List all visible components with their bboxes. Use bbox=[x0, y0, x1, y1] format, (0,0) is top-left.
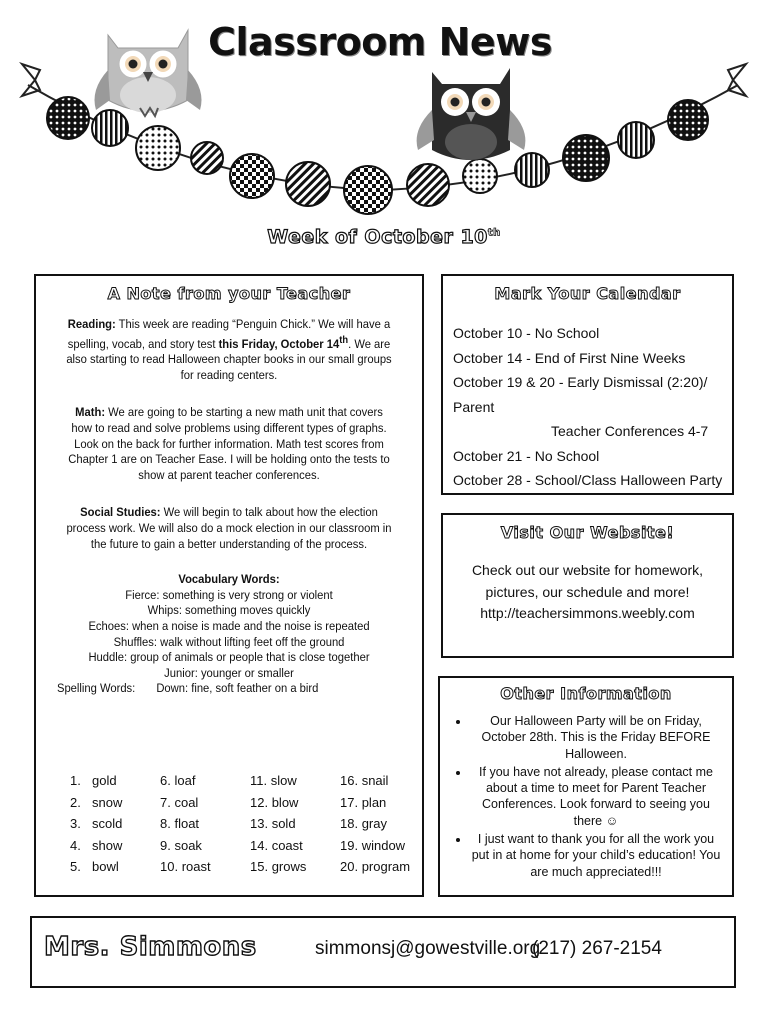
spelling-word: 14. coast bbox=[250, 837, 303, 853]
spelling-word: 8. float bbox=[160, 816, 200, 831]
info-item: • If you have not already, please contact me about a time to meet for Parent Teacher Conferences. Look forward to seeing you there ☺ bbox=[470, 764, 722, 829]
owl-left-icon bbox=[95, 30, 202, 116]
teacher-note-title: A Note from your Teacher bbox=[107, 284, 351, 303]
ornament bbox=[92, 110, 128, 146]
calendar-item: October 19 & 20 - Early Dismissal (2:20)/ Parent bbox=[453, 374, 708, 415]
calendar-item: October 14 - End of First Nine Weeks bbox=[453, 349, 686, 366]
ornament bbox=[407, 164, 449, 206]
page-title: Classroom News bbox=[208, 20, 552, 64]
reading-date-text: this Friday, October 14 bbox=[218, 336, 340, 351]
ornament bbox=[668, 100, 708, 140]
calendar-item-continued: Teacher Conferences 4-7 bbox=[551, 423, 709, 439]
website-text: Check out our website for homework, pictures, our schedule and more! bbox=[471, 562, 704, 600]
website-link[interactable]: http://teachersimmons.weebly.com bbox=[480, 605, 695, 621]
ornament bbox=[563, 135, 609, 181]
ornament bbox=[286, 162, 330, 206]
website-body bbox=[443, 560, 732, 625]
spelling-word: 5. bowl bbox=[70, 859, 119, 874]
right-bow-icon bbox=[728, 64, 746, 96]
spelling-word: 16. snail bbox=[340, 773, 389, 788]
spelling-header-row bbox=[56, 681, 393, 697]
teacher-email[interactable]: simmonsj@gowestville.org bbox=[315, 938, 541, 959]
ornament bbox=[463, 159, 497, 193]
math-paragraph bbox=[64, 405, 393, 483]
spelling-word: 4. show bbox=[70, 837, 123, 853]
vocabulary-section bbox=[56, 572, 393, 697]
spelling-word: 13. sold bbox=[250, 816, 296, 831]
reading-text-2: . We are also starting to read Halloween chapter books in our small groups for reading centers. bbox=[66, 336, 392, 382]
social-studies-text: We will begin to talk about how the election process work. We will also do a mock election in our classroom in the future to gain a better understanding of the process. bbox=[66, 505, 392, 551]
spelling-word: 3. scold bbox=[70, 816, 123, 831]
vocabulary-heading: Vocabulary Words: bbox=[178, 572, 280, 587]
spelling-word: 18. gray bbox=[340, 816, 387, 831]
spelling-word: 11. slow bbox=[250, 773, 297, 788]
spelling-label: Spelling Words: bbox=[56, 681, 136, 696]
spelling-word: 17. plan bbox=[340, 794, 387, 810]
social-studies-paragraph bbox=[64, 505, 393, 552]
ornament bbox=[136, 126, 180, 170]
spelling-word: 15. grows bbox=[250, 859, 307, 874]
social-studies-label: Social Studies: bbox=[80, 505, 161, 520]
spelling-word: 10. roast bbox=[160, 859, 211, 874]
spelling-column bbox=[70, 770, 122, 878]
vocab-item: Down: fine, soft feather on a bird bbox=[156, 681, 319, 696]
header bbox=[0, 0, 768, 270]
ornament bbox=[191, 142, 223, 174]
reading-date bbox=[218, 334, 349, 351]
footer-contact bbox=[30, 916, 736, 988]
other-information-box bbox=[438, 676, 734, 897]
left-bow-icon bbox=[22, 64, 40, 96]
vocab-item: Whips: something moves quickly bbox=[147, 603, 311, 618]
calendar-item: October 28 - School/Class Halloween Party bbox=[453, 472, 723, 488]
vocab-item: Echoes: when a noise is made and the noise is repeated bbox=[88, 618, 370, 633]
website-title: Visit Our Website! bbox=[500, 523, 675, 542]
reading-date-sup: th bbox=[339, 334, 349, 346]
info-item: • I just want to thank you for all the work you put in at home for your child’s education! You are much appreciated!!! bbox=[470, 831, 722, 880]
website-box bbox=[441, 513, 734, 658]
spelling-word: 2. snow bbox=[70, 794, 123, 810]
spelling-word: 1. gold bbox=[70, 773, 117, 788]
spelling-word: 7. coal bbox=[160, 794, 199, 810]
ornament bbox=[515, 153, 549, 187]
reading-label: Reading: bbox=[67, 317, 116, 331]
reading-paragraph bbox=[64, 317, 393, 383]
spelling-word: 20. program bbox=[340, 859, 411, 874]
reading-text: This week are reading “Penguin Chick.” We will have a spelling, vocab, and story test bbox=[67, 317, 391, 351]
calendar-title: Mark Your Calendar bbox=[494, 284, 681, 303]
spelling-word: 19. window bbox=[340, 837, 406, 853]
vocab-item: Fierce: something is very strong or violent bbox=[125, 587, 333, 602]
vocab-item: Huddle: group of animals or people that is close together bbox=[88, 650, 370, 665]
math-label: Math: bbox=[75, 405, 106, 420]
ornament bbox=[618, 122, 654, 158]
ornament bbox=[47, 97, 89, 139]
owl-right-icon bbox=[417, 68, 526, 160]
calendar-item: October 10 - No School bbox=[453, 325, 600, 341]
spelling-word: 12. blow bbox=[250, 794, 299, 810]
spelling-word: 6. loaf bbox=[160, 773, 196, 788]
ornament bbox=[230, 154, 274, 198]
calendar-item: October 21 - No School bbox=[453, 447, 600, 464]
teacher-name: Mrs. Simmons bbox=[44, 932, 257, 962]
math-text: We are going to be starting a new math unit that covers how to read and solve problems using different types of graphs. Look on the back for further information. Math test scores from Chapter 1 are on Teacher Ease. I will be holding onto the tests to show at parent teacher conferences. bbox=[68, 405, 390, 482]
info-item: • Our Halloween Party will be on Friday, October 28th. This is the Friday BEFORE Halloween. bbox=[470, 713, 722, 762]
week-suffix: th bbox=[487, 227, 501, 239]
spelling-column bbox=[340, 770, 410, 878]
spelling-column bbox=[250, 770, 306, 878]
ornament bbox=[344, 166, 392, 214]
other-information-title: Other Information bbox=[500, 684, 672, 703]
calendar-box bbox=[441, 274, 734, 495]
teacher-phone: (217) 267-2154 bbox=[532, 938, 662, 959]
calendar-list bbox=[443, 321, 732, 493]
week-text: Week of October 10 bbox=[267, 226, 488, 248]
week-heading bbox=[0, 226, 768, 248]
teacher-note-body bbox=[51, 317, 406, 697]
spelling-column bbox=[160, 770, 211, 878]
vocab-item: Shuffles: walk without lifting feet off the ground bbox=[113, 634, 345, 649]
spelling-word: 9. soak bbox=[160, 837, 202, 853]
other-information-list bbox=[440, 713, 732, 880]
vocab-item: Junior: younger or smaller bbox=[164, 665, 294, 680]
